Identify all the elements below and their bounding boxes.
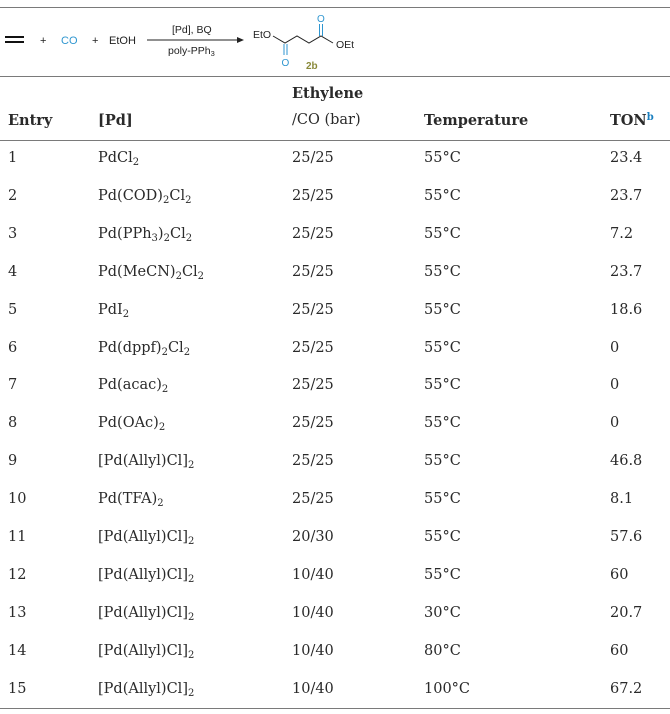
cell-pressure: 25/25 [292, 377, 334, 394]
cell-pd: $Pd(OAc)_2$ [98, 415, 166, 434]
cell-temperature: 55°C [424, 415, 461, 432]
reaction-arrow-icon [147, 37, 244, 43]
plus-sign-2: + [92, 35, 99, 47]
cell-pd: $[Pd(Allyl)Cl]_2$ [98, 680, 195, 699]
header-ton [610, 112, 654, 129]
cell-ton: 7.2 [610, 225, 634, 242]
header-pd: [Pd] [98, 112, 133, 129]
catalyst-label: [Pd], BQ [172, 24, 212, 36]
header-pressure-line1: Ethylene [292, 85, 364, 102]
cell-pressure: 25/25 [292, 150, 334, 166]
cell-pressure: 25/25 [292, 339, 334, 356]
cell-pressure: 25/25 [292, 301, 334, 318]
cell-entry: 2 [8, 187, 18, 204]
cell-pressure: 20/30 [292, 529, 334, 545]
scheme-rule [0, 76, 670, 77]
plus-sign-1: + [40, 35, 47, 47]
cell-pressure: 10/40 [292, 604, 334, 621]
cell-pressure: 25/25 [292, 225, 334, 242]
cell-ton: 8.1 [610, 491, 634, 508]
eto-label: EtO [253, 29, 272, 41]
cell-entry: 13 [8, 604, 27, 621]
cell-temperature: 55°C [424, 187, 461, 204]
cell-temperature: 55°C [424, 491, 461, 508]
cell-pressure: 10/40 [292, 566, 334, 583]
cell-entry: 9 [8, 453, 18, 470]
cell-pd: $[Pd(Allyl)Cl]_2$ [98, 642, 195, 661]
cell-ton: 0 [610, 415, 620, 432]
cell-temperature: 55°C [424, 225, 461, 242]
cell-pd: $Pd(COD)_2Cl_2$ [98, 187, 192, 206]
reaction-scheme [0, 0, 670, 78]
header-pressure-line2: /CO (bar) [292, 112, 361, 128]
cell-pd: $Pd(MeCN)_2Cl_2$ [98, 263, 205, 282]
cell-entry: 12 [8, 566, 27, 583]
cell-entry: 7 [8, 377, 18, 394]
cell-pd: $Pd(TFA)_2$ [98, 491, 164, 510]
bottom-rule [0, 708, 670, 709]
cell-entry: 8 [8, 415, 18, 432]
cell-pd: $Pd(dppf)_2Cl_2$ [98, 339, 191, 358]
cell-pd: $[Pd(Allyl)Cl]_2$ [98, 604, 195, 623]
cell-pd: $[Pd(Allyl)Cl]_2$ [98, 566, 195, 585]
cell-pressure: 25/25 [292, 453, 334, 470]
cell-pressure: 25/25 [292, 187, 334, 204]
cell-ton: 20.7 [610, 604, 643, 621]
cell-ton: 18.6 [610, 301, 643, 318]
cell-ton: 60 [610, 642, 629, 659]
cell-temperature: 55°C [424, 377, 461, 394]
cell-pd: $[Pd(Allyl)Cl]_2$ [98, 529, 195, 547]
cell-ton: 23.7 [610, 263, 643, 280]
cell-ton: 67.2 [610, 680, 643, 697]
cell-entry: 14 [8, 642, 27, 659]
header-entry: Entry [8, 112, 53, 129]
right-carbonyl-o: O [317, 14, 325, 25]
cell-ton: 0 [610, 339, 620, 356]
cell-pressure: 25/25 [292, 415, 334, 432]
cell-ton: 23.4 [610, 150, 643, 166]
cell-ton: 60 [610, 566, 629, 583]
cell-pd: $Pd(PPh_3)_2Cl_2$ [98, 225, 193, 244]
etoh-label: EtOH [109, 35, 136, 47]
oet-label: OEt [336, 39, 355, 51]
header-temperature: Temperature [424, 112, 529, 129]
cell-entry: 3 [8, 225, 18, 242]
cell-pd: $Pd(acac)_2$ [98, 377, 169, 396]
ligand-label: poly-PPh3 [168, 45, 215, 58]
cell-temperature: 55°C [424, 453, 461, 470]
cell-temperature: 100°C [424, 680, 471, 697]
cell-ton: 23.7 [610, 187, 643, 204]
header-ton-label: TON [610, 112, 647, 129]
cell-temperature: 55°C [424, 263, 461, 280]
cell-entry: 15 [8, 680, 27, 697]
cell-pressure: 25/25 [292, 263, 334, 280]
cell-temperature: 55°C [424, 529, 461, 545]
cell-temperature: 30°C [424, 604, 461, 621]
cell-temperature: 55°C [424, 150, 461, 166]
cell-entry: 4 [8, 263, 18, 280]
cell-ton: 0 [610, 377, 620, 394]
product-structure-icon [253, 14, 354, 72]
left-carbonyl-o: O [281, 58, 290, 69]
header-rule [0, 140, 670, 141]
cell-pd: $[Pd(Allyl)Cl]_2$ [98, 453, 195, 472]
compound-label: 2b [306, 61, 318, 72]
cell-entry: 10 [8, 491, 27, 508]
cell-pressure: 10/40 [292, 642, 334, 659]
cell-pressure: 10/40 [292, 680, 334, 697]
cell-temperature: 80°C [424, 642, 461, 659]
cell-temperature: 55°C [424, 339, 461, 356]
cell-temperature: 55°C [424, 566, 461, 583]
ton-footnote: b [646, 112, 654, 123]
cell-entry: 6 [8, 339, 18, 356]
cell-temperature: 55°C [424, 301, 461, 318]
cell-pd: PdCl$_2$ [98, 150, 140, 168]
cell-entry: 5 [8, 301, 18, 318]
cell-entry: 11 [8, 529, 27, 545]
ethylene-icon [5, 37, 24, 42]
cell-pd: PdI$_2$ [98, 301, 130, 320]
cell-ton: 57.6 [610, 529, 643, 545]
cell-ton: 46.8 [610, 453, 643, 470]
cell-entry: 1 [8, 150, 18, 166]
co-label: CO [61, 35, 78, 47]
cell-pressure: 25/25 [292, 491, 334, 508]
